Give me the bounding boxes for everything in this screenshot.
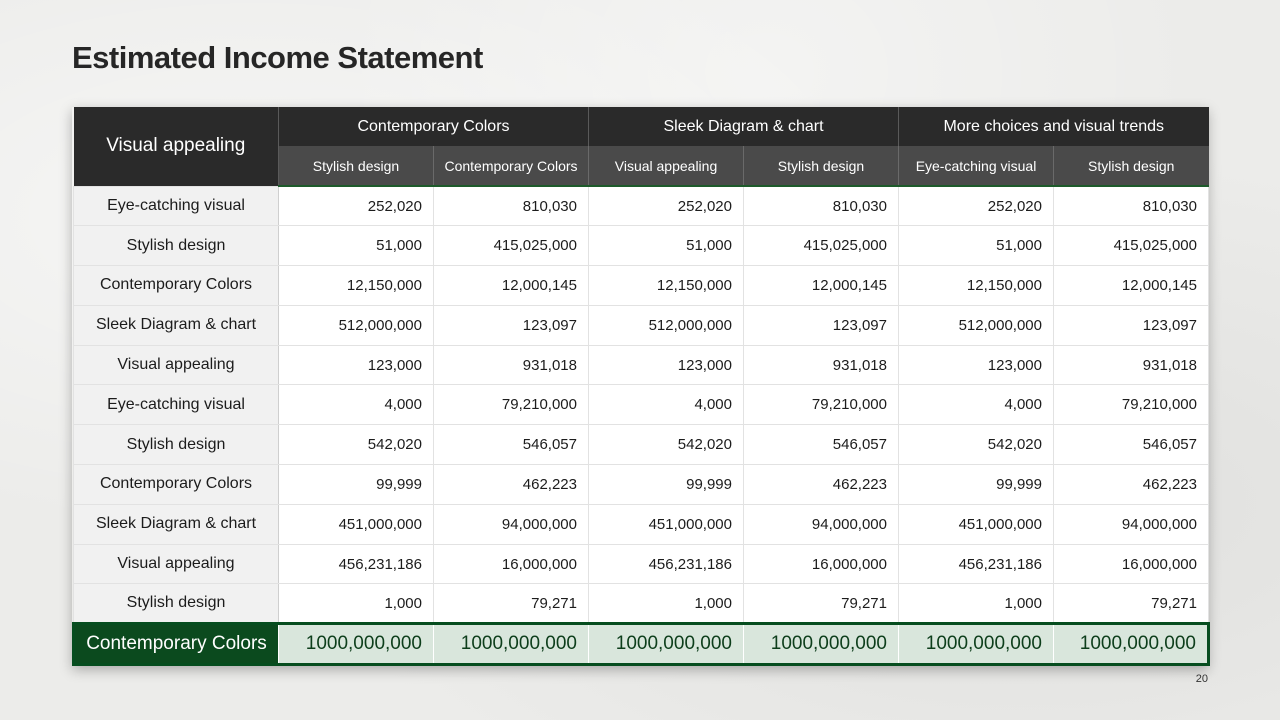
table-cell: 4,000 [899,385,1054,425]
table-cell: 1,000 [899,584,1054,624]
table-cell: 542,020 [589,425,744,465]
table-cell: 512,000,000 [279,305,434,345]
table-cell: 451,000,000 [899,504,1054,544]
table-cell: 4,000 [279,385,434,425]
table-cell: 810,030 [1054,186,1209,226]
row-label: Sleek Diagram & chart [74,504,279,544]
table-cell: 931,018 [744,345,899,385]
table-cell: 16,000,000 [1054,544,1209,584]
table-cell: 79,210,000 [434,385,589,425]
table-corner-header: Visual appealing [74,107,279,186]
table-cell: 462,223 [744,465,899,505]
table-cell: 512,000,000 [899,305,1054,345]
table-cell: 99,999 [899,465,1054,505]
table-cell: 79,210,000 [744,385,899,425]
table-cell: 99,999 [589,465,744,505]
column-subheader: Stylish design [1054,146,1209,186]
table-cell: 51,000 [589,226,744,266]
table-row [74,385,1209,425]
table-cell: 462,223 [1054,465,1209,505]
column-subheader: Eye-catching visual [899,146,1054,186]
row-label: Stylish design [74,425,279,465]
table-cell: 12,000,145 [434,266,589,306]
table-cell: 51,000 [899,226,1054,266]
table-body [74,186,1209,624]
table-cell: 123,000 [899,345,1054,385]
row-label: Stylish design [74,584,279,624]
table-row [74,305,1209,345]
column-subheader: Stylish design [279,146,434,186]
table-row [74,465,1209,505]
total-cell: 1000,000,000 [1054,624,1209,665]
table-cell: 931,018 [1054,345,1209,385]
table-cell: 12,150,000 [589,266,744,306]
column-group-header: Contemporary Colors [279,107,589,146]
row-label: Contemporary Colors [74,465,279,505]
table-cell: 931,018 [434,345,589,385]
column-subheader: Visual appealing [589,146,744,186]
table-cell: 252,020 [279,186,434,226]
table-cell: 456,231,186 [279,544,434,584]
table-row [74,504,1209,544]
table-cell: 16,000,000 [744,544,899,584]
row-label: Visual appealing [74,345,279,385]
table-cell: 456,231,186 [589,544,744,584]
table-cell: 123,000 [279,345,434,385]
table-cell: 51,000 [279,226,434,266]
page-title: Estimated Income Statement [72,40,483,75]
table-cell: 12,150,000 [279,266,434,306]
table-cell: 123,097 [1054,305,1209,345]
table-cell: 546,057 [744,425,899,465]
table-row [74,186,1209,226]
table-row [74,266,1209,306]
table-cell: 79,271 [434,584,589,624]
table-cell: 1,000 [589,584,744,624]
table-cell: 252,020 [899,186,1054,226]
row-label: Eye-catching visual [74,385,279,425]
table-cell: 1,000 [279,584,434,624]
table-cell: 12,150,000 [899,266,1054,306]
table-cell: 451,000,000 [589,504,744,544]
table-cell: 79,210,000 [1054,385,1209,425]
table-row [74,345,1209,385]
table-cell: 123,000 [589,345,744,385]
table-cell: 94,000,000 [744,504,899,544]
table-cell: 415,025,000 [1054,226,1209,266]
row-label: Visual appealing [74,544,279,584]
table-cell: 415,025,000 [744,226,899,266]
table-cell: 546,057 [434,425,589,465]
table-cell: 123,097 [434,305,589,345]
table-cell: 79,271 [1054,584,1209,624]
table-cell: 94,000,000 [434,504,589,544]
table-row [74,226,1209,266]
table-cell: 16,000,000 [434,544,589,584]
table-cell: 99,999 [279,465,434,505]
table-cell: 12,000,145 [1054,266,1209,306]
table-cell: 79,271 [744,584,899,624]
total-cell: 1000,000,000 [899,624,1054,665]
total-cell: 1000,000,000 [279,624,434,665]
table-cell: 462,223 [434,465,589,505]
page-number: 20 [1195,673,1208,685]
table-cell: 542,020 [899,425,1054,465]
table-row [74,544,1209,584]
table-cell: 94,000,000 [1054,504,1209,544]
table-cell: 512,000,000 [589,305,744,345]
table-row [74,584,1209,624]
total-cell: 1000,000,000 [744,624,899,665]
row-label: Eye-catching visual [74,186,279,226]
table-cell: 542,020 [279,425,434,465]
table-cell: 546,057 [1054,425,1209,465]
column-subheader: Contemporary Colors [434,146,589,186]
table-cell: 252,020 [589,186,744,226]
table-cell: 123,097 [744,305,899,345]
table-cell: 4,000 [589,385,744,425]
income-statement-table [72,107,1208,666]
column-subheader: Stylish design [744,146,899,186]
table-cell: 456,231,186 [899,544,1054,584]
row-label: Sleek Diagram & chart [74,305,279,345]
table-cell: 12,000,145 [744,266,899,306]
row-label: Contemporary Colors [74,266,279,306]
total-row-label: Contemporary Colors [74,624,279,665]
total-cell: 1000,000,000 [589,624,744,665]
total-cell: 1000,000,000 [434,624,589,665]
row-label: Stylish design [74,226,279,266]
table-row [74,425,1209,465]
total-row [74,624,1209,665]
column-group-header: Sleek Diagram & chart [589,107,899,146]
table-cell: 415,025,000 [434,226,589,266]
column-group-header: More choices and visual trends [899,107,1209,146]
table-cell: 451,000,000 [279,504,434,544]
table-cell: 810,030 [744,186,899,226]
table-cell: 810,030 [434,186,589,226]
